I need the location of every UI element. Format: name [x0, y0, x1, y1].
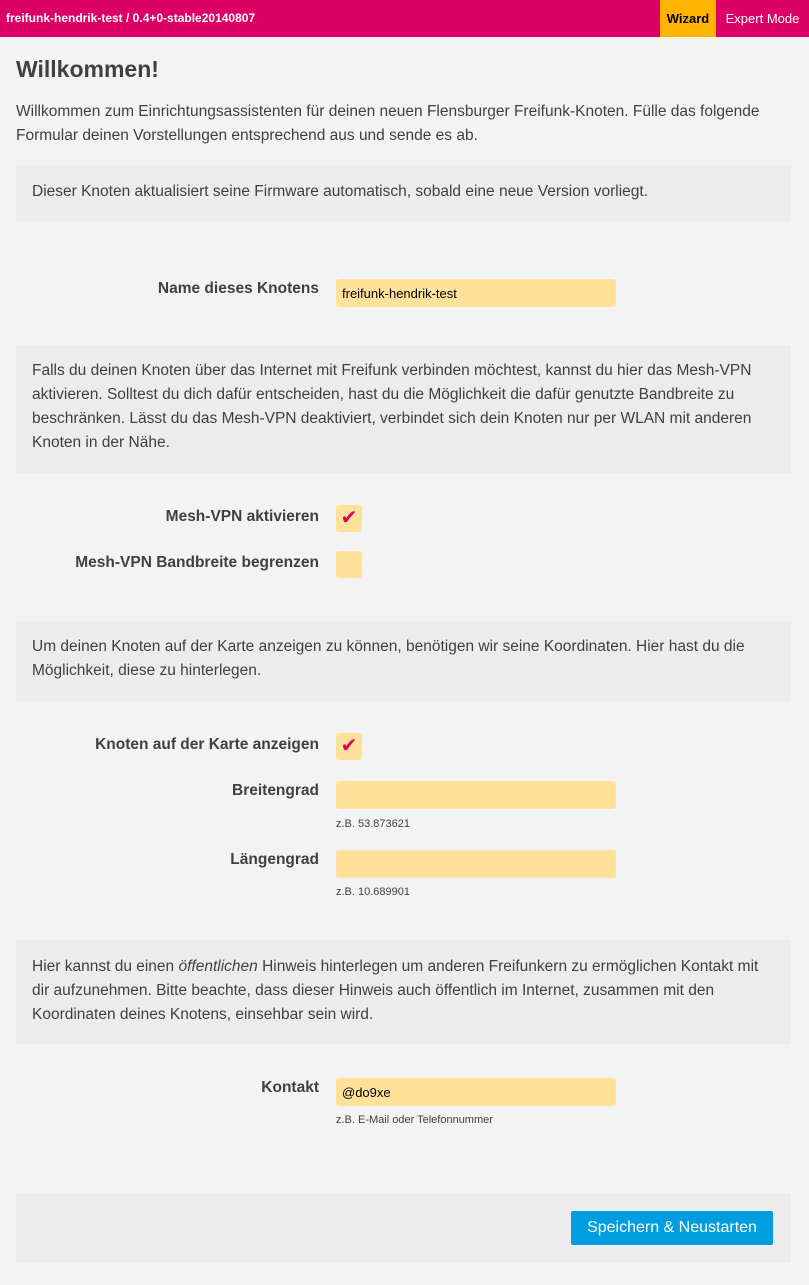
longitude-label: Längengrad: [230, 851, 319, 868]
latitude-hint: z.B. 53.873621: [336, 818, 411, 830]
contact-note-text: [32, 955, 775, 1027]
contact-hint: z.B. E-Mail oder Telefonnummer: [336, 1114, 493, 1126]
latitude-label: Breitengrad: [232, 782, 319, 799]
mesh-vpn-note-text: Falls du deinen Knoten über das Internet mit Freifunk verbinden möchtest, kannst du hier das Mesh-VPN aktivieren. Solltest du dich dafür entscheiden, hast du die Möglichkeit die dafür genutzte Bandbreite zu beschränken. Lässt du das Mesh-VPN deaktiviert, verbindet sich dein Knoten nur per WLAN mit anderen Knoten in der Nähe.: [32, 362, 752, 451]
contact-note-after: Hinweis hinterlegen um anderen Freifunkern zu ermöglichen Kontakt mit dir aufzunehmen. Bitte beachte, dass dieser Hinweis auch öffentlich im Internet, zusammen mit den Koordinaten deines Knotens, einsehbar sein wird.: [32, 958, 759, 1023]
contact-note-emphasis: öffentlichen: [178, 958, 258, 975]
save-and-restart-button[interactable]: Speichern & Neustarten: [571, 1211, 773, 1245]
longitude-input[interactable]: [336, 850, 616, 878]
mesh-vpn-note: [16, 345, 791, 473]
top-bar: [0, 0, 809, 37]
tab-expert-mode[interactable]: Expert Mode: [725, 11, 800, 26]
intro-text: Willkommen zum Einrichtungsassistenten für deinen neuen Flensburger Freifunk-Knoten. Fülle das folgende Formular deinen Vorstellungen entsprechend aus und sende es ab.: [16, 103, 760, 144]
mesh-vpn-enable-checkbox[interactable]: ✔: [336, 505, 362, 532]
page-title: Willkommen!: [16, 56, 159, 82]
location-share-checkbox[interactable]: ✔: [336, 733, 362, 760]
tab-wizard[interactable]: Wizard: [660, 0, 716, 37]
autoupdate-note: [16, 165, 791, 221]
contact-input[interactable]: [336, 1078, 616, 1106]
autoupdate-note-text: Dieser Knoten aktualisiert seine Firmware automatisch, sobald eine neue Version vorliegt.: [32, 183, 649, 200]
contact-note: [16, 940, 791, 1044]
location-share-label: Knoten auf der Karte anzeigen: [95, 736, 319, 753]
contact-note-before: Hier kannst du einen: [32, 958, 179, 975]
mesh-vpn-limit-label: Mesh-VPN Bandbreite begrenzen: [75, 554, 319, 571]
brand-title[interactable]: freifunk-hendrik-test / 0.4+0-stable20140807: [6, 11, 256, 25]
latitude-input[interactable]: [336, 781, 616, 809]
location-note-text: Um deinen Knoten auf der Karte anzeigen zu können, benötigen wir seine Koordinaten. Hier hast du die Möglichkeit, diese zu hinterlegen.: [32, 638, 745, 679]
mesh-vpn-limit-checkbox[interactable]: [336, 551, 362, 578]
location-note: [16, 621, 791, 701]
contact-label: Kontakt: [261, 1079, 319, 1096]
hostname-input[interactable]: [336, 279, 616, 307]
hostname-label: Name dieses Knotens: [157, 280, 319, 297]
longitude-hint: z.B. 10.689901: [336, 886, 411, 898]
mesh-vpn-enable-label: Mesh-VPN aktivieren: [165, 508, 319, 525]
